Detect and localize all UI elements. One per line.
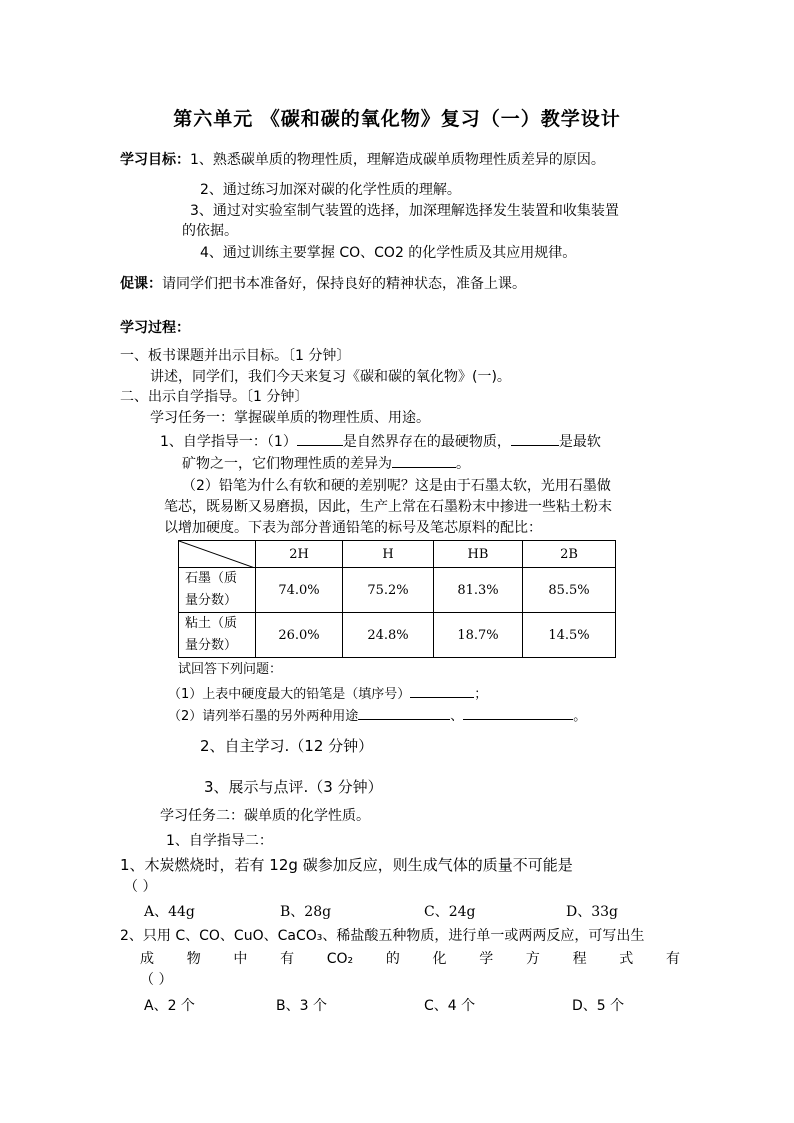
row-label-line: 量分数） bbox=[185, 593, 238, 608]
show-and-review: 3、展示与点评.（3 分钟） bbox=[204, 778, 383, 796]
q1b-text-2: 。 bbox=[456, 456, 470, 472]
question-2a: （2）铅笔为什么有软和硬的差别呢？这是由于石墨太软，光用石墨做 bbox=[182, 478, 611, 494]
q1a-text-3: 是最软 bbox=[558, 434, 601, 450]
answer-blank-softest[interactable] bbox=[511, 431, 559, 446]
mc2-option-a: A、2 个 bbox=[144, 998, 195, 1014]
table-diagonal-cell bbox=[179, 541, 256, 568]
step-2: 二、出示自学指导。〔1 分钟〕 bbox=[120, 389, 309, 405]
answer-blank-difference[interactable] bbox=[392, 453, 456, 468]
page-title: 第六单元 《碳和碳的氧化物》复习（一）教学设计 bbox=[173, 108, 621, 130]
mc2-stem-line-2 bbox=[140, 949, 680, 969]
mc2-answer-paren[interactable]: （ ） bbox=[140, 972, 173, 988]
row-label-clay bbox=[179, 613, 256, 658]
mc1-option-d: D、33g bbox=[566, 904, 619, 920]
mc2-stem-char: 物 bbox=[186, 951, 201, 967]
mc2-stem-char: 程 bbox=[572, 951, 587, 967]
mc2-stem-char: 式 bbox=[619, 951, 634, 967]
table-row bbox=[179, 613, 616, 658]
q1a-text-2: 是自然界存在的最硬物质， bbox=[342, 434, 511, 450]
mc2-stem-char: 有 bbox=[280, 951, 295, 967]
answer-blank-use-1[interactable] bbox=[358, 705, 450, 720]
answer-blank-hardest[interactable] bbox=[297, 431, 343, 446]
mc2-stem-char: 的 bbox=[385, 951, 400, 967]
mc2-stem-char: CO₂ bbox=[326, 951, 354, 967]
pencil-ratio-table bbox=[178, 540, 616, 658]
mc2-stem-char: 学 bbox=[479, 951, 494, 967]
goal-3a: 3、通过对实验室制气装置的选择，加深理解选择发生装置和收集装置 bbox=[190, 203, 619, 219]
answer-intro: 试回答下列问题： bbox=[178, 662, 283, 677]
question-2c: 以增加硬度。下表为部分普通铅笔的标号及笔芯原料的配比： bbox=[164, 520, 542, 536]
mc2-stem-char: 有 bbox=[665, 951, 680, 967]
table-cell: 26.0% bbox=[256, 613, 343, 658]
mc2-stem: 2、只用 C、CO、CuO、CaCO₃、稀盐酸五种物质，进行单一或两两反应，可写出生 bbox=[120, 928, 645, 944]
answer-1 bbox=[168, 683, 487, 705]
header-2H: 2H bbox=[256, 541, 343, 568]
answer-2-sep: 、 bbox=[450, 709, 464, 724]
process-label: 学习过程： bbox=[120, 320, 190, 336]
answer-blank-hardest-pencil[interactable] bbox=[410, 683, 474, 698]
mc2-stem-char: 成 bbox=[140, 951, 154, 967]
header-2B: 2B bbox=[523, 541, 616, 568]
answer-2-end: 。 bbox=[573, 709, 587, 724]
prep-line bbox=[120, 274, 526, 294]
table-header-row bbox=[179, 541, 616, 568]
answer-1-end: ； bbox=[474, 687, 488, 702]
step-1-desc: 讲述，同学们，我们今天来复习《碳和碳的氧化物》(一)。 bbox=[150, 369, 511, 385]
self-study: 2、自主学习.（12 分钟） bbox=[200, 737, 374, 755]
table-cell: 74.0% bbox=[256, 568, 343, 613]
goal-2: 2、通过练习加深对碳的化学性质的理解。 bbox=[200, 182, 461, 198]
answer-1-text: （1）上表中硬度最大的铅笔是（填序号） bbox=[168, 687, 411, 702]
goal-4: 4、通过训练主要掌握 CO、CO2 的化学性质及其应用规律。 bbox=[200, 245, 577, 261]
task-1: 学习任务一：掌握碳单质的物理性质、用途。 bbox=[150, 410, 430, 426]
goal-3b: 的依据。 bbox=[182, 223, 238, 239]
table-cell: 81.3% bbox=[434, 568, 523, 613]
answer-2 bbox=[168, 705, 586, 727]
mc1-option-b: B、28g bbox=[280, 904, 332, 920]
mc2-stem-char: 中 bbox=[233, 951, 248, 967]
mc2-stem-char: 方 bbox=[525, 951, 540, 967]
step-1: 一、板书课题并出示目标。〔1 分钟〕 bbox=[120, 348, 351, 364]
row-label-graphite bbox=[179, 568, 256, 613]
prep-text: 请同学们把书本准备好，保持良好的精神状态，准备上课。 bbox=[162, 276, 526, 292]
mc1-option-a: A、44g bbox=[144, 904, 195, 920]
goals-line-1 bbox=[120, 150, 605, 170]
mc1-stem: 1、木炭燃烧时，若有 12g 碳参加反应，则生成气体的质量不可能是 bbox=[120, 856, 573, 874]
question-1a bbox=[160, 431, 601, 452]
task-2: 学习任务二：碳单质的化学性质。 bbox=[160, 808, 370, 824]
mc1-option-c: C、24g bbox=[424, 904, 476, 920]
diagonal-line bbox=[179, 541, 255, 568]
table-cell: 75.2% bbox=[343, 568, 434, 613]
table-cell: 18.7% bbox=[434, 613, 523, 658]
row-label-line: 石墨（质 bbox=[185, 571, 238, 586]
header-HB: HB bbox=[434, 541, 523, 568]
mc2-option-d: D、5 个 bbox=[572, 998, 625, 1014]
q1b-text-1: 矿物之一，它们物理性质的差异为 bbox=[182, 456, 392, 472]
question-1b bbox=[182, 453, 470, 474]
table-cell: 24.8% bbox=[343, 613, 434, 658]
row-label-line: 粘土（质 bbox=[185, 616, 238, 631]
table-row bbox=[179, 568, 616, 613]
mc1-answer-paren[interactable]: （ ） bbox=[124, 879, 157, 895]
goals-label: 学习目标： bbox=[120, 152, 190, 168]
mc2-option-b: B、3 个 bbox=[276, 998, 327, 1014]
answer-2-text: （2）请列举石墨的另外两种用途 bbox=[168, 709, 359, 724]
question-2b: 笔芯，既易断又易磨损，因此，生产上常在石墨粉末中掺进一些粘土粉末 bbox=[164, 499, 612, 515]
prep-label: 促课： bbox=[120, 276, 162, 292]
goal-1: 1、熟悉碳单质的物理性质，理解造成碳单质物理性质差异的原因。 bbox=[190, 152, 605, 168]
row-label-line: 量分数） bbox=[185, 638, 238, 653]
table-cell: 14.5% bbox=[523, 613, 616, 658]
guide-2: 1、自学指导二： bbox=[166, 833, 273, 849]
header-H: H bbox=[343, 541, 434, 568]
answer-blank-use-2[interactable] bbox=[463, 705, 573, 720]
mc2-option-c: C、4 个 bbox=[424, 998, 476, 1014]
q1a-text-1: 1、自学指导一：（1） bbox=[160, 434, 297, 450]
mc2-stem-char: 化 bbox=[432, 951, 447, 967]
table-cell: 85.5% bbox=[523, 568, 616, 613]
